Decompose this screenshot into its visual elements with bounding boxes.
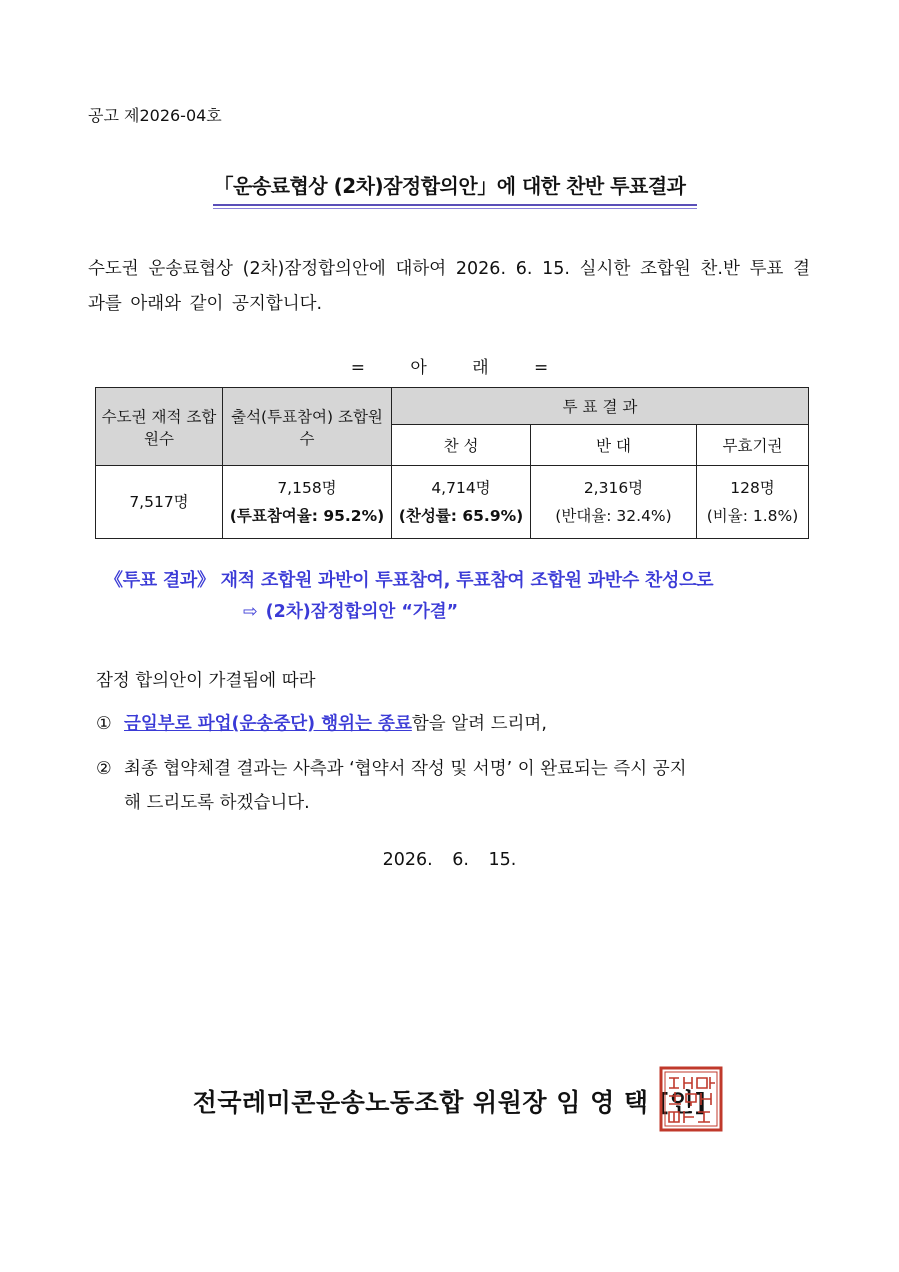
item-highlight: 금일부로 파업(운송중단) 행위는 종료	[124, 714, 412, 734]
official-seal-icon	[659, 1066, 723, 1132]
list-item	[96, 710, 547, 735]
item-number: ①	[96, 714, 112, 734]
title-underline-thin	[213, 208, 697, 209]
header-yes: 찬 성	[392, 425, 531, 466]
summary-result-text: (2차)잠정합의안 “가결”	[265, 602, 459, 622]
yes-rate: (찬성률: 65.9%)	[398, 507, 524, 525]
item-text-continued: 해 드리도록 하겠습니다.	[124, 793, 310, 813]
summary-result	[243, 598, 458, 623]
title-underline	[213, 204, 697, 206]
yes-count: 4,714명	[431, 479, 491, 497]
item-number: ②	[96, 759, 112, 779]
signature-line: 전국레미콘운송노동조합 위원장 임 영 택 [인]	[192, 1088, 707, 1117]
list-item	[96, 752, 812, 820]
right-arrow-icon: ⇨	[243, 602, 258, 622]
document-date: 2026. 6. 15.	[382, 850, 517, 870]
intro-paragraph: 수도권 운송료협상 (2차)잠정합의안에 대하여 2026. 6. 15. 실시한 조합원 찬.반 투표 결과를 아래와 같이 공지합니다.	[88, 259, 810, 314]
notice-number: 공고 제2026-04호	[88, 106, 222, 125]
header-invalid: 무효기권	[697, 425, 809, 466]
header-members: 수도권 재적 조합원수	[96, 388, 223, 466]
item-text: 최종 협약체결 결과는 사측과 ‘협약서 작성 및 서명’ 이 완료되는 즉시 공지	[124, 759, 687, 779]
cell-no	[531, 466, 697, 539]
cell-attendance	[223, 466, 392, 539]
no-count: 2,316명	[583, 479, 644, 497]
no-rate: (반대율: 32.4%)	[555, 507, 672, 525]
vote-results-table	[95, 387, 809, 539]
invalid-rate: (비율: 1.8%)	[706, 507, 799, 525]
table-row	[96, 466, 809, 539]
attendance-count: 7,158명	[277, 479, 337, 497]
attendance-rate: (투표참여율: 95.2%)	[229, 507, 385, 525]
body-lead: 잠정 합의안이 가결됨에 따라	[96, 671, 316, 691]
cell-invalid	[697, 466, 809, 539]
section-heading: = 아 래 =	[350, 358, 549, 378]
cell-yes	[392, 466, 531, 539]
invalid-count: 128명	[730, 479, 775, 497]
item-text: 함을 알려 드리며,	[411, 714, 547, 734]
document-title: 「운송료협상 (2차)잠정합의안」에 대한 찬반 투표결과	[213, 174, 686, 198]
header-results: 투 표 결 과	[392, 388, 809, 425]
header-no: 반 대	[531, 425, 697, 466]
summary-line: 《투표 결과》 재적 조합원 과반이 투표참여, 투표참여 조합원 과반수 찬성으로	[105, 570, 714, 591]
header-attendance: 출석(투표참여) 조합원 수	[223, 388, 392, 466]
cell-members: 7,517명	[96, 466, 223, 539]
